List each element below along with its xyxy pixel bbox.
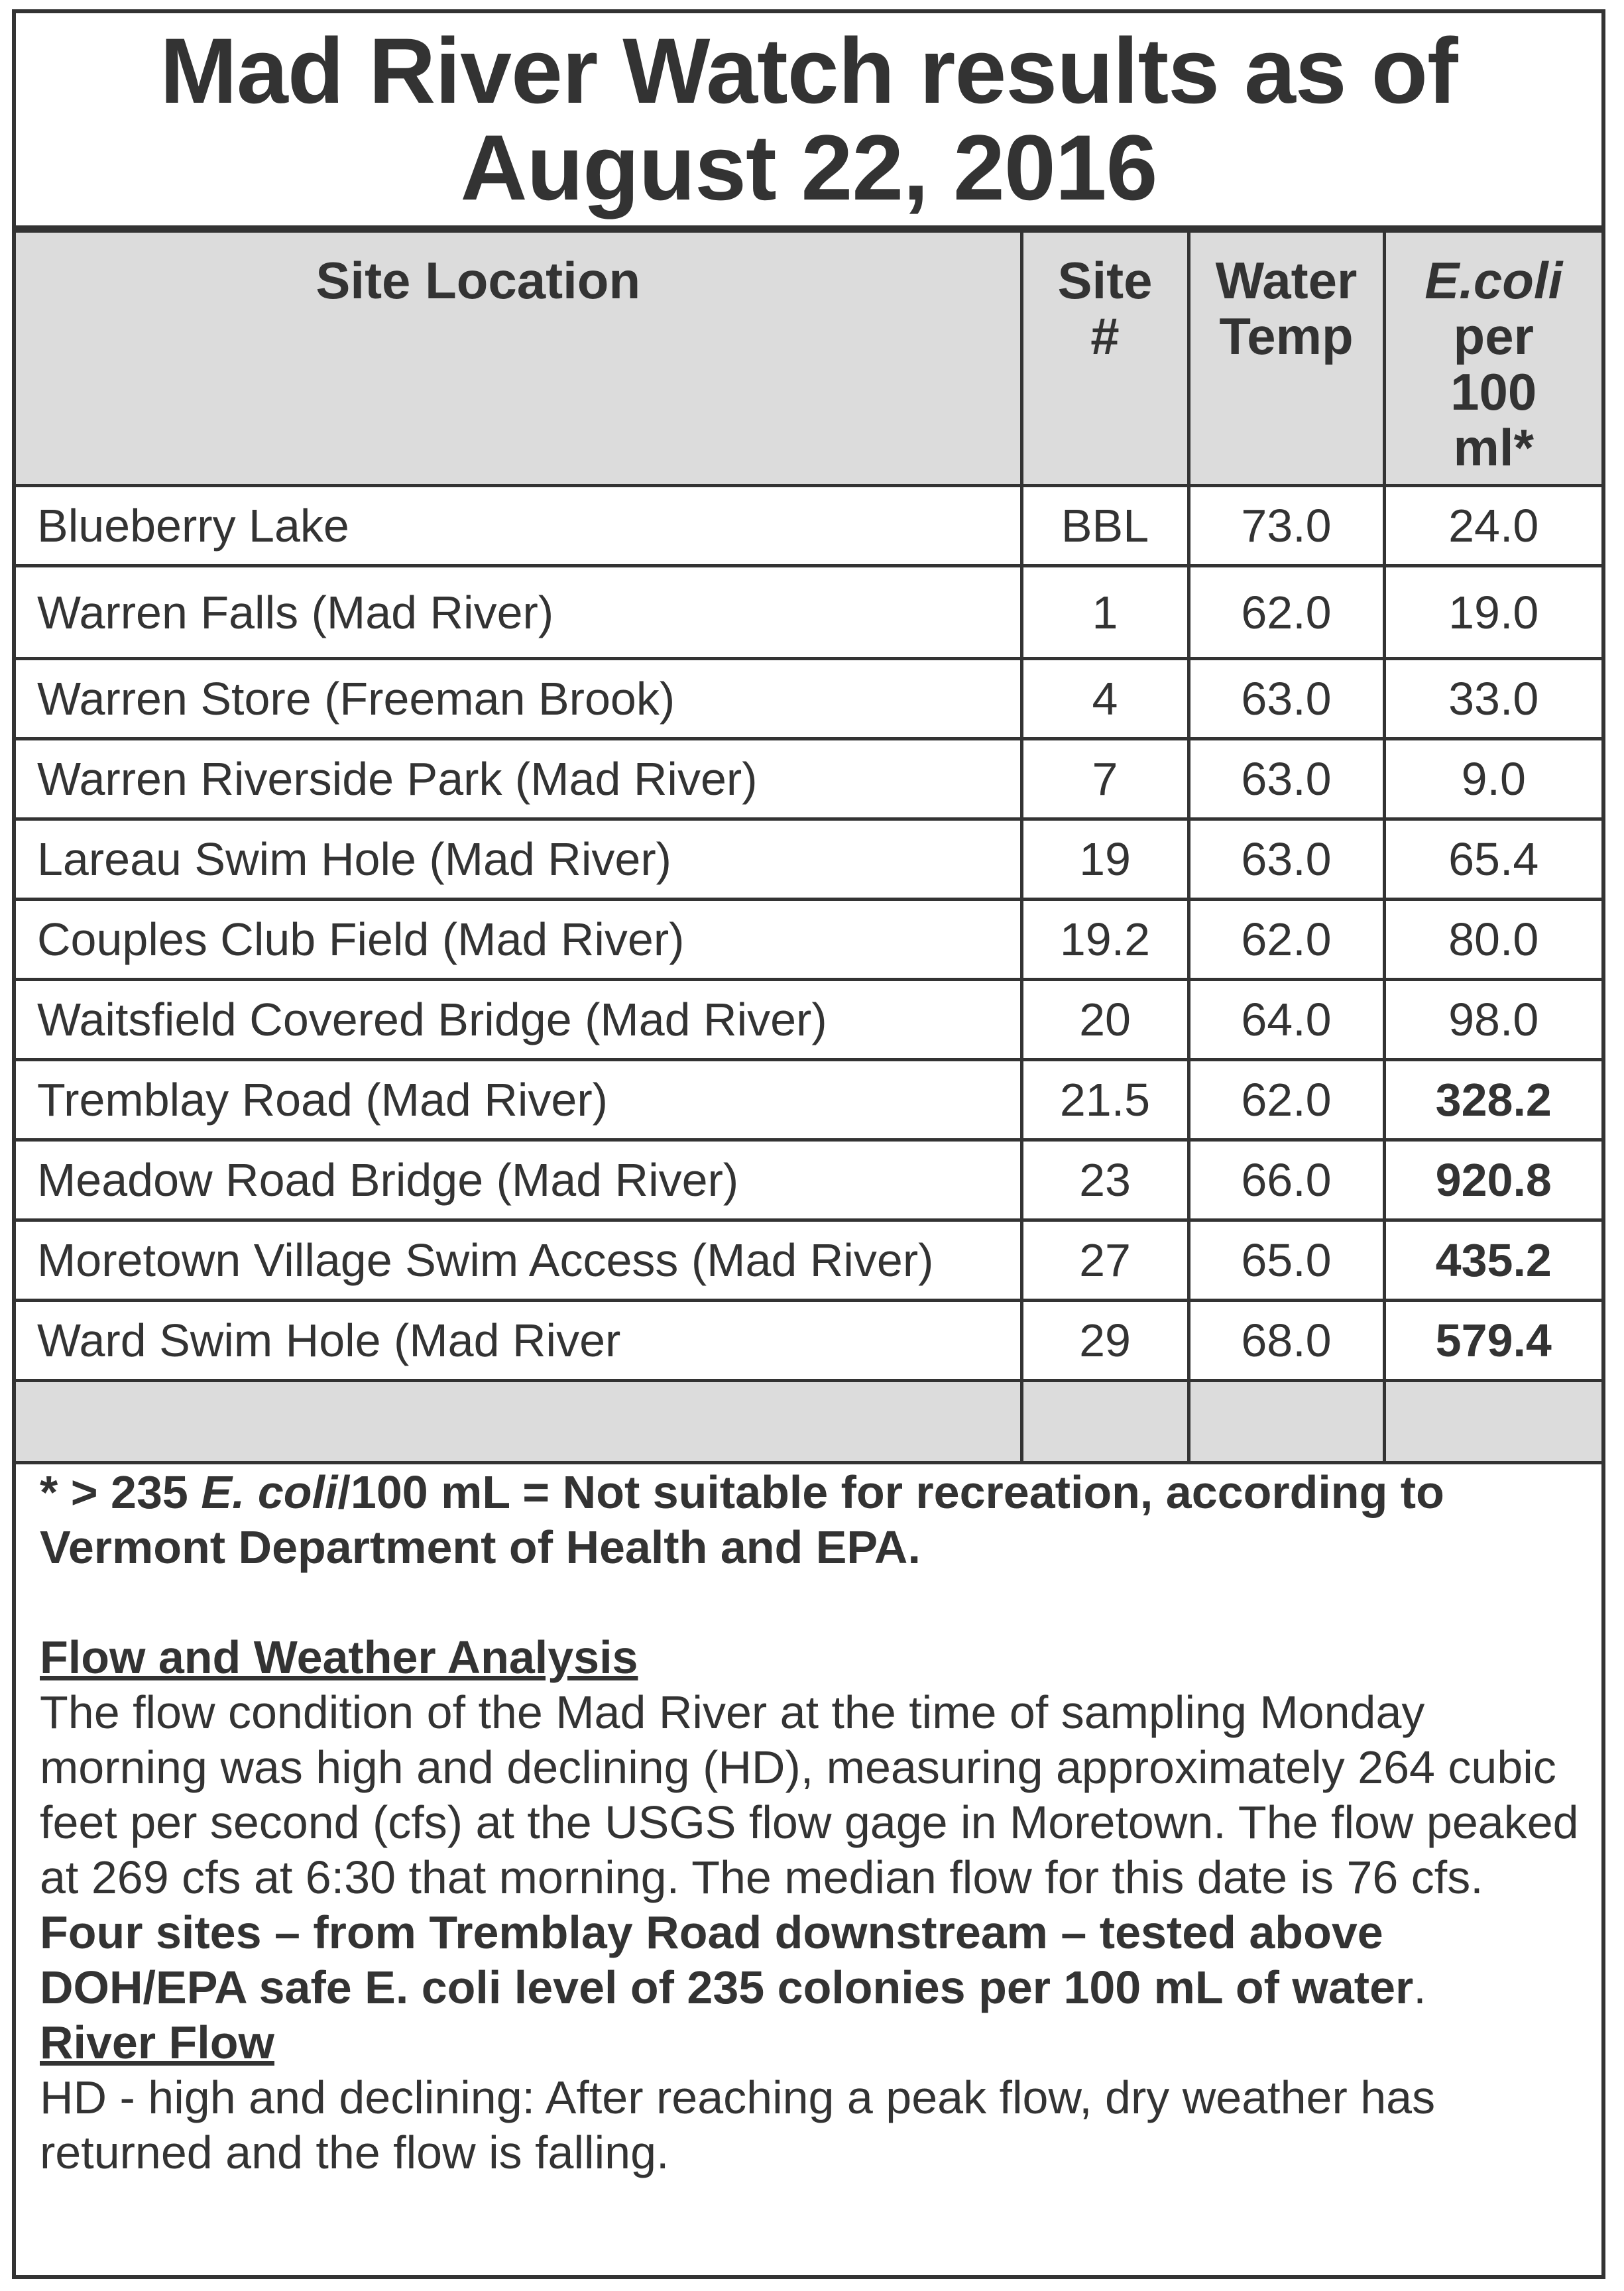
ecoli-cell: 33.0	[1384, 659, 1601, 739]
flow-weather-heading: Flow and Weather Analysis	[40, 1631, 638, 1683]
site-location-cell: Moretown Village Swim Access (Mad River)	[16, 1220, 1021, 1301]
water-temp-cell: 66.0	[1189, 1140, 1384, 1220]
water-temp-cell: 62.0	[1189, 1060, 1384, 1140]
ecoli-cell: 24.0	[1384, 486, 1601, 566]
site-number-cell: 1	[1021, 566, 1189, 659]
header-water-temp: Water Temp	[1189, 231, 1384, 486]
blank-cell	[1384, 1381, 1601, 1463]
title-line-2: August 22, 2016	[460, 115, 1157, 219]
water-temp-cell: 62.0	[1189, 566, 1384, 659]
ecoli-cell: 9.0	[1384, 739, 1601, 819]
table-row	[16, 566, 1601, 659]
blank-row	[16, 1381, 1601, 1463]
header-site-location: Site Location	[16, 231, 1021, 486]
ecoli-cell: 65.4	[1384, 819, 1601, 900]
notes-section	[40, 1465, 1584, 2180]
table-row	[16, 1220, 1601, 1301]
water-temp-cell: 63.0	[1189, 819, 1384, 900]
header-site-number: Site #	[1021, 231, 1189, 486]
blank-cell	[16, 1381, 1021, 1463]
header-ecoli: E.coli per 100 ml*	[1384, 231, 1601, 486]
water-temp-cell: 64.0	[1189, 980, 1384, 1060]
site-location-cell: Meadow Road Bridge (Mad River)	[16, 1140, 1021, 1220]
blank-cell	[1021, 1381, 1189, 1463]
table-row	[16, 1301, 1601, 1381]
table-row	[16, 659, 1601, 739]
site-location-cell: Blueberry Lake	[16, 486, 1021, 566]
site-number-cell: 19.2	[1021, 900, 1189, 980]
site-number-cell: 23	[1021, 1140, 1189, 1220]
results-table	[16, 229, 1601, 1464]
water-temp-cell: 65.0	[1189, 1220, 1384, 1301]
flow-weather-text: The flow condition of the Mad River at the time of sampling Monday morning was high and declining (HD), measuring approximately 264 cubic feet per second (cfs) at the USGS flow gage in Moretown. The flow peaked at 269 cfs at 6:30 that morning. The median flow for this date is 76 cfs. Four sites – from Tremblay Road downstream – tested above DOH/EPA safe E. coli level of 235 colonies per 100 mL of water.	[40, 1686, 1579, 2013]
site-location-cell: Couples Club Field (Mad River)	[16, 900, 1021, 980]
table-row	[16, 900, 1601, 980]
water-temp-cell: 73.0	[1189, 486, 1384, 566]
water-temp-cell: 63.0	[1189, 739, 1384, 819]
site-location-cell: Ward Swim Hole (Mad River	[16, 1301, 1021, 1381]
ecoli-cell: 19.0	[1384, 566, 1601, 659]
ecoli-cell-exceeds: 579.4	[1384, 1301, 1601, 1381]
river-flow-heading: River Flow	[40, 2017, 274, 2068]
site-location-cell: Warren Falls (Mad River)	[16, 566, 1021, 659]
site-location-cell: Waitsfield Covered Bridge (Mad River)	[16, 980, 1021, 1060]
river-flow-text: HD - high and declining: After reaching a peak flow, dry weather has returned and the flow is falling.	[40, 2072, 1436, 2178]
site-number-cell: 29	[1021, 1301, 1189, 1381]
table-row	[16, 486, 1601, 566]
site-location-cell: Warren Riverside Park (Mad River)	[16, 739, 1021, 819]
table-row	[16, 1060, 1601, 1140]
blank-cell	[1189, 1381, 1384, 1463]
table-row	[16, 739, 1601, 819]
site-number-cell: 27	[1021, 1220, 1189, 1301]
site-location-cell: Warren Store (Freeman Brook)	[16, 659, 1021, 739]
table-row	[16, 819, 1601, 900]
site-number-cell: 20	[1021, 980, 1189, 1060]
site-location-cell: Lareau Swim Hole (Mad River)	[16, 819, 1021, 900]
site-number-cell: BBL	[1021, 486, 1189, 566]
table-header-row	[16, 231, 1601, 486]
ecoli-cell-exceeds: 328.2	[1384, 1060, 1601, 1140]
ecoli-cell: 80.0	[1384, 900, 1601, 980]
ecoli-cell-exceeds: 920.8	[1384, 1140, 1601, 1220]
water-temp-cell: 62.0	[1189, 900, 1384, 980]
table-row	[16, 980, 1601, 1060]
water-temp-cell: 68.0	[1189, 1301, 1384, 1381]
site-number-cell: 21.5	[1021, 1060, 1189, 1140]
ecoli-cell-exceeds: 435.2	[1384, 1220, 1601, 1301]
site-number-cell: 7	[1021, 739, 1189, 819]
results-card	[12, 9, 1605, 2279]
site-number-cell: 19	[1021, 819, 1189, 900]
footnote: * > 235 E. coli/100 mL = Not suitable for recreation, according to Vermont Department of Health and EPA.	[40, 1466, 1444, 1573]
water-temp-cell: 63.0	[1189, 659, 1384, 739]
ecoli-cell: 98.0	[1384, 980, 1601, 1060]
title-line-1: Mad River Watch results as of	[160, 19, 1458, 123]
site-location-cell: Tremblay Road (Mad River)	[16, 1060, 1021, 1140]
table-row	[16, 1140, 1601, 1220]
site-number-cell: 4	[1021, 659, 1189, 739]
page-title	[16, 13, 1601, 229]
